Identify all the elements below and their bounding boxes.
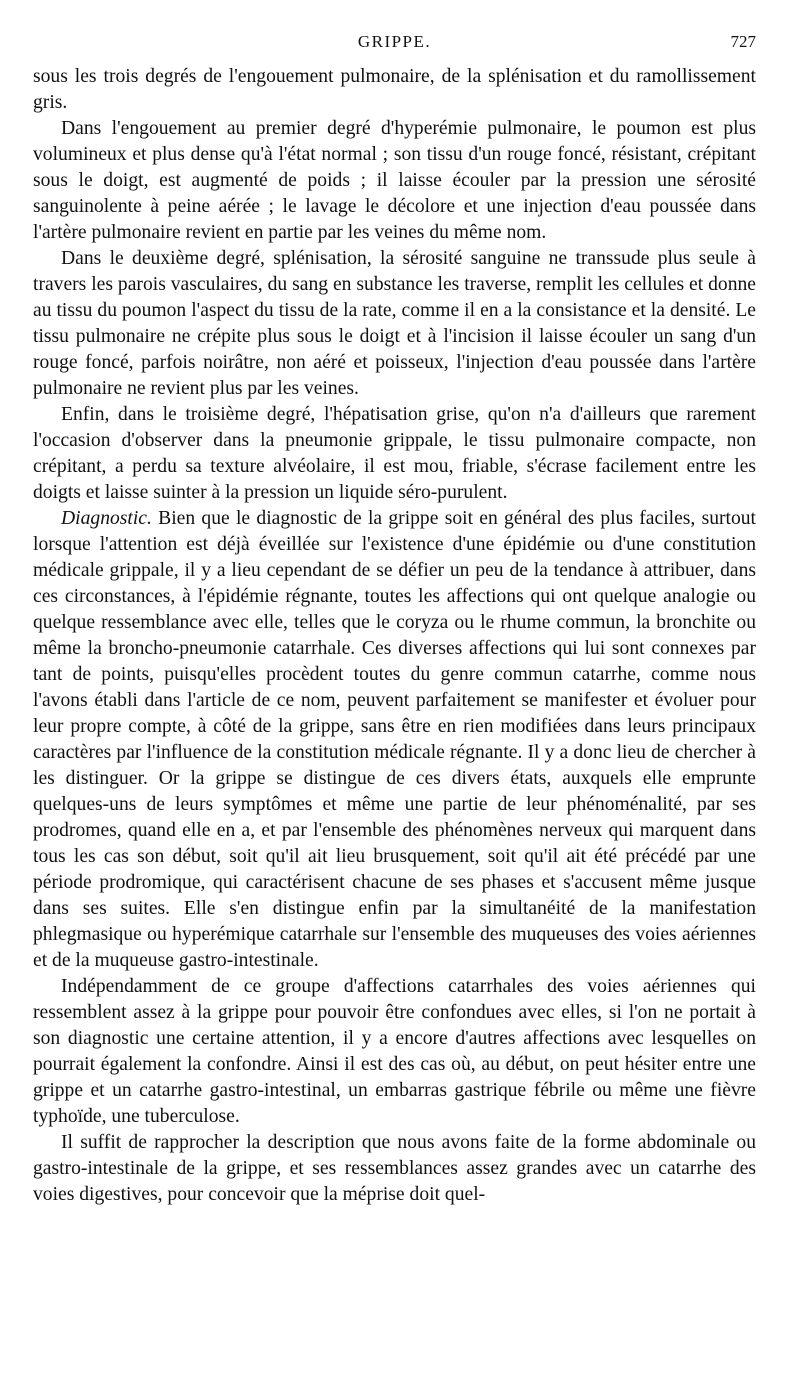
- paragraph-continuation: [33, 64, 756, 116]
- page-number: 727: [730, 32, 756, 51]
- paragraph-text: Il suffit de rapprocher la description que nous avons faite de la forme abdominale ou gastro-intestinale de la grippe, et ses ressemblances assez grandes avec un catarrhe des voies digestives, pour concevoir que la méprise doit quel-: [33, 1132, 756, 1205]
- paragraph-text: Bien que le diagnostic de la grippe soit en général des plus faciles, surtout lorsque l'attention est déjà éveillée sur l'existence d'une épidémie ou d'une constitution médicale grippale, il y a lieu cependant de se défier un peu de la tendance à attribuer, dans ces circonstances, à l'épidémie régnante, toutes les affections qui ont quelque analogie ou quelque ressemblance avec elle, telles que le coryza ou le rhume commun, la bronchite ou même la broncho-pneumonie catarrhale. Ces diverses affections qui lui sont connexes par tant de points, puisqu'elles procèdent toutes du genre commun catarrhe, comme nous l'avons établi dans l'article de ce nom, peuvent parfaitement se manifester et évoluer pour leur propre compte, à côté de la grippe, sans être en rien modifiées dans leurs principaux caractères par l'influence de la constitution médicale régnante. Il y a donc lieu de chercher à les distinguer. Or la grippe se distingue de ces divers états, auxquels elle emprunte quelques-uns de leurs symptômes et même une partie de leur phénoménalité, par ses prodromes, quand elle en a, et par l'ensemble des phénomènes nerveux qui marquent dans tous les cas son début, soit qu'il ait lieu brusquement, soit qu'il ait été précédé par une période prodromique, qui caractérisent chacune de ses phases et s'accusent même jusque dans ses suites. Elle s'en distingue enfin par la simultanéité de la manifestation phlegmasique ou hyperémique catarrhale sur l'ensemble des muqueuses des voies aériennes et de la muqueuse gastro-intestinale.: [33, 508, 756, 971]
- paragraph-other-affections: [33, 974, 756, 1130]
- paragraph-splenisation: [33, 246, 756, 402]
- paragraph-text: Enfin, dans le troisième degré, l'hépatisation grise, qu'on n'a d'ailleurs que rarement l'occasion d'observer dans la pneumonie grippale, le tissu pulmonaire compacte, non crépitant, a perdu sa texture alvéolaire, il est mou, friable, s'écrase facilement entre les doigts et laisse suinter à la pression un liquide séro-purulent.: [33, 404, 756, 503]
- paragraph-text: Dans l'engouement au premier degré d'hyperémie pulmonaire, le poumon est plus volumineux et plus dense qu'à l'état normal ; son tissu d'un rouge foncé, résistant, crépitant sous le doigt, est augmenté de poids ; il laisse écouler par la pression une sérosité sanguinolente à peine aérée ; le lavage le décolore et une injection d'eau poussée dans l'artère pulmonaire revient en partie par les veines du même nom.: [33, 118, 756, 243]
- body-text: [33, 64, 756, 1208]
- paragraph-diagnostic: [33, 506, 756, 974]
- paragraph-gastro-intestinal: [33, 1130, 756, 1208]
- paragraph-hepatisation: [33, 402, 756, 506]
- paragraph-text: sous les trois degrés de l'engouement pulmonaire, de la splénisation et du ramollissement gris.: [33, 66, 756, 113]
- paragraph-text: Indépendamment de ce groupe d'affections catarrhales des voies aériennes qui ressemblent assez à la grippe pour pouvoir être confondues avec elles, si l'on ne portait à son diagnostic une certaine attention, il y a encore d'autres affections avec lesquelles on pourrait également la confondre. Ainsi il est des cas où, au début, on peut hésiter entre une grippe et un catarrhe gastro-intestinal, un embarras gastrique fébrile ou même une fièvre typhoïde, une tuberculose.: [33, 976, 756, 1127]
- paragraph-engouement: [33, 116, 756, 246]
- running-title: GRIPPE.: [357, 32, 432, 51]
- running-header: [33, 28, 756, 64]
- paragraph-text: Dans le deuxième degré, splénisation, la sérosité sanguine ne transsude plus seule à travers les parois vasculaires, du sang en substance les traverse, remplit les cellules et donne au tissu du poumon l'aspect du tissu de la rate, comme il en a la consistance et la densité. Le tissu pulmonaire ne crépite plus sous le doigt et à l'incision il laisse écouler un sang d'un rouge foncé, parfois noirâtre, non aéré et poisseux, l'injection d'eau poussée dans l'artère pulmonaire ne revient plus par les veines.: [33, 248, 756, 399]
- section-run-in-heading: Diagnostic.: [61, 508, 152, 529]
